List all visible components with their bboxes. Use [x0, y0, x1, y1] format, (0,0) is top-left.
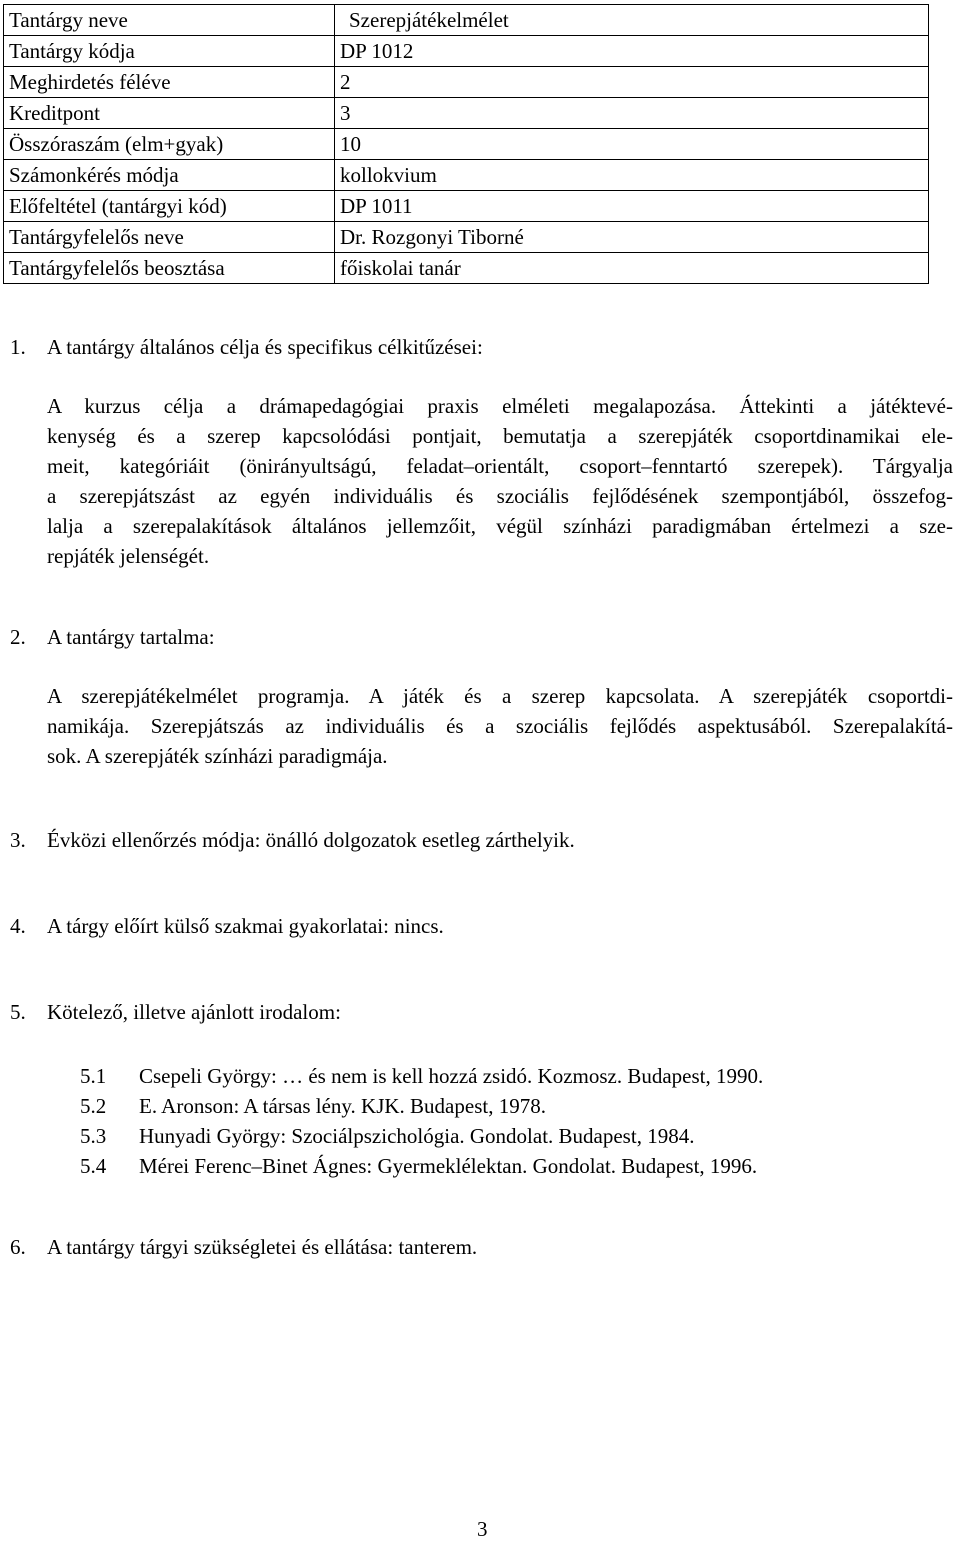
section-title: A tárgy előírt külső szakmai gyakorlatai: nincs.: [47, 914, 444, 938]
reference-text: Hunyadi György: Szociálpszichológia. Gondolat. Budapest, 1984.: [139, 1124, 695, 1148]
table-row: [4, 222, 929, 253]
reference-text: Mérei Ferenc–Binet Ágnes: Gyermeklélektan. Gondolat. Budapest, 1996.: [139, 1154, 758, 1178]
table-row: [4, 160, 929, 191]
row-value: Szerepjátékelmélet: [335, 5, 929, 36]
section-number: 4.: [10, 914, 26, 938]
paragraph-line: A kurzus célja a drámapedagógiai praxis elméleti megalapozása. Áttekinti a játéktevé-: [47, 394, 953, 418]
row-value: 3: [335, 98, 929, 129]
row-value: 2: [335, 67, 929, 98]
table-row: [4, 5, 929, 36]
section-1-paragraph: [47, 391, 953, 571]
row-label: Tantárgyfelelős beosztása: [4, 253, 335, 284]
reference-number: 5.4: [80, 1154, 107, 1178]
paragraph-line: lalja a szerepalakítások általános jellemzőit, végül színházi paradigmában értelmezi a sze-: [47, 514, 953, 538]
section-heading-1: [10, 335, 483, 360]
row-label: Kreditpont: [4, 98, 335, 129]
reference-number: 5.1: [80, 1064, 107, 1088]
row-label: Számonkérés módja: [4, 160, 335, 191]
row-label: Tantárgy kódja: [4, 36, 335, 67]
reference-number: 5.2: [80, 1094, 107, 1118]
section-heading-3: [10, 828, 575, 853]
list-item: [80, 1121, 763, 1151]
row-label: Előfeltétel (tantárgyi kód): [4, 191, 335, 222]
row-value: 10: [335, 129, 929, 160]
section-heading-2: [10, 625, 215, 650]
paragraph-line: kenység és a szerep kapcsolódási pontjait, bemutatja a szerepjáték csoportdinamikai ele-: [47, 424, 953, 448]
paragraph-line: namikája. Szerepjátszás az individuális és a szociális fejlődés aspektusából. Szerepalakítá-: [47, 714, 953, 738]
list-item: [80, 1061, 763, 1091]
section-title: A tantárgy általános célja és specifikus célkitűzései:: [47, 335, 483, 359]
table-row: [4, 98, 929, 129]
list-item: [80, 1091, 763, 1121]
course-info-table: [3, 4, 929, 284]
row-label: Tantárgyfelelős neve: [4, 222, 335, 253]
reference-number: 5.3: [80, 1124, 107, 1148]
section-title: A tantárgy tartalma:: [47, 625, 215, 649]
section-number: 3.: [10, 828, 26, 852]
table-row: [4, 129, 929, 160]
section-title: A tantárgy tárgyi szükségletei és ellátása: tanterem.: [47, 1235, 478, 1259]
section-number: 5.: [10, 1000, 26, 1024]
section-number: 6.: [10, 1235, 26, 1259]
paragraph-line: A szerepjátékelmélet programja. A játék és a szerep kapcsolata. A szerepjáték csoportdi-: [47, 684, 953, 708]
section-2-paragraph: [47, 681, 953, 771]
section-number: 1.: [10, 335, 26, 359]
table-row: [4, 36, 929, 67]
section-title: Kötelező, illetve ajánlott irodalom:: [47, 1000, 341, 1024]
page-number: 3: [477, 1517, 488, 1541]
reference-list: [80, 1061, 763, 1181]
paragraph-line: sok. A szerepjáték színházi paradigmája.: [47, 744, 388, 768]
section-heading-4: [10, 914, 444, 939]
section-heading-5: [10, 1000, 341, 1025]
row-value: DP 1011: [335, 191, 929, 222]
section-number: 2.: [10, 625, 26, 649]
row-value: DP 1012: [335, 36, 929, 67]
section-heading-6: [10, 1235, 477, 1260]
paragraph-line: a szerepjátszást az egyén individuális és szociális fejlődésének szempontjából, összefog-: [47, 484, 953, 508]
table-row: [4, 253, 929, 284]
row-label: Tantárgy neve: [4, 5, 335, 36]
table-row: [4, 67, 929, 98]
reference-text: E. Aronson: A társas lény. KJK. Budapest, 1978.: [139, 1094, 546, 1118]
paragraph-line: repjáték jelenségét.: [47, 544, 210, 568]
row-label: Összóraszám (elm+gyak): [4, 129, 335, 160]
paragraph-line: meit, kategóriáit (önirányultságú, feladat–orientált, csoport–fenntartó szerepek). Tárgyalja: [47, 454, 953, 478]
row-value: kollokvium: [335, 160, 929, 191]
reference-text: Csepeli György: … és nem is kell hozzá zsidó. Kozmosz. Budapest, 1990.: [139, 1064, 764, 1088]
section-title: Évközi ellenőrzés módja: önálló dolgozatok esetleg zárthelyik.: [47, 828, 575, 852]
row-value: Dr. Rozgonyi Tiborné: [335, 222, 929, 253]
list-item: [80, 1151, 763, 1181]
row-value: főiskolai tanár: [335, 253, 929, 284]
table-row: [4, 191, 929, 222]
row-label: Meghirdetés féléve: [4, 67, 335, 98]
